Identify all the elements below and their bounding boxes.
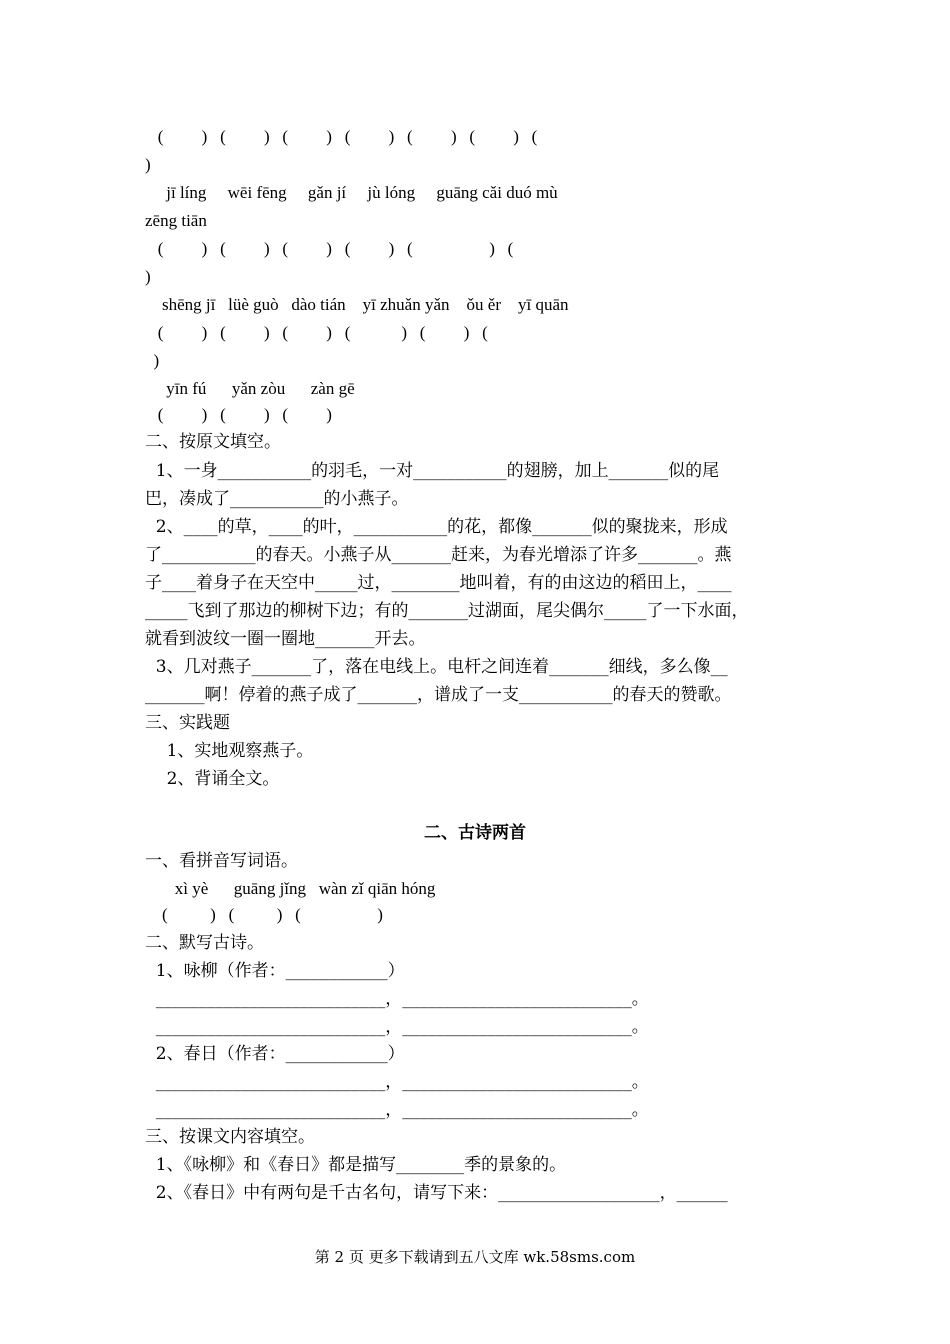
pinyin-row-2: shēng jī lüè guò dào tián yī zhuǎn yǎn ǒu ěr yī quān: [145, 295, 569, 314]
blank-row-3: ( ) ( ) ( ) ( ) ( ) (: [145, 323, 488, 342]
question-1-blanks: ( ) ( ) ( ): [145, 905, 383, 924]
paragraph-3-line-1: 3、几对燕子_______了，落在电线上。电杆之间连着_______细线，多么像__: [145, 657, 728, 677]
poem-2-line-1: ___________________________，___________________________。: [145, 1072, 649, 1092]
practice-item-1: 1、实地观察燕子。: [145, 741, 314, 761]
blank-row-3-wrap: ): [145, 351, 160, 370]
question-2-heading: 二、默写古诗。: [145, 933, 264, 953]
question-3-heading: 三、按课文内容填空。: [145, 1127, 315, 1147]
paragraph-1-line-1: 1、一身___________的羽毛，一对___________的翅膀，加上_______似的尾: [145, 461, 720, 481]
question-1-heading: 一、看拼音写词语。: [145, 851, 298, 871]
page-footer: 第 2 页 更多下载请到五八文库 wk.58sms.com: [314, 1248, 636, 1266]
poem-2-line-2: ___________________________，___________________________。: [145, 1100, 649, 1120]
poem-1-title: 1、咏柳（作者：____________）: [145, 961, 405, 981]
pinyin-row-3: yīn fú yǎn zòu zàn gē: [145, 379, 355, 398]
pinyin-row-1-wrap: zēng tiān: [145, 211, 207, 230]
question-3-item-1: 1、《咏柳》和《春日》都是描写________季的景象的。: [145, 1155, 567, 1175]
section-heading-practice: 三、实践题: [145, 713, 230, 733]
blank-row-1-wrap: ): [145, 155, 151, 174]
paragraph-1-line-2: 巴，凑成了___________的小燕子。: [145, 489, 409, 509]
blank-row-1: ( ) ( ) ( ) ( ) ( ) ( ) (: [145, 127, 538, 146]
blank-row-2-wrap: ): [145, 267, 151, 286]
question-1-pinyin: xì yè guāng jǐng wàn zǐ qiān hóng: [145, 879, 436, 898]
pinyin-row-1: jī líng wēi fēng gǎn jí jù lóng guāng cǎi duó mù: [145, 183, 558, 202]
poem-1-line-2: ___________________________，___________________________。: [145, 1017, 649, 1037]
question-3-item-2: 2、《春日》中有两句是千古名句，请写下来：___________________，______: [145, 1183, 728, 1203]
lesson-title: 二、古诗两首: [424, 823, 526, 843]
paragraph-2-line-5: 就看到波纹一圈一圈地_______开去。: [145, 629, 426, 649]
blank-row-2: ( ) ( ) ( ) ( ) ( ) (: [145, 239, 514, 258]
paragraph-2-line-4: _____飞到了那边的柳树下边；有的_______过湖面，尾尖偶尔_____了一下水面，: [145, 601, 749, 621]
paragraph-2-line-1: 2、____的草，____的叶，___________的花，都像_______似的聚拢来，形成: [145, 517, 728, 537]
poem-2-title: 2、春日（作者：____________）: [145, 1044, 405, 1064]
paragraph-2-line-3: 子____着身子在天空中_____过，________地叫着，有的由这边的稻田上，____: [145, 573, 732, 593]
poem-1-line-1: ___________________________，___________________________。: [145, 989, 649, 1009]
paragraph-2-line-2: 了___________的春天。小燕子从_______赶来，为春光增添了许多_______。燕: [145, 545, 732, 565]
blank-row-4: ( ) ( ) ( ): [145, 405, 332, 424]
section-heading-fill-blanks: 二、按原文填空。: [145, 432, 281, 452]
paragraph-3-line-2: _______啊！停着的燕子成了_______，谱成了一支___________的春天的赞歌。: [145, 685, 732, 705]
practice-item-2: 2、背诵全文。: [145, 769, 280, 789]
